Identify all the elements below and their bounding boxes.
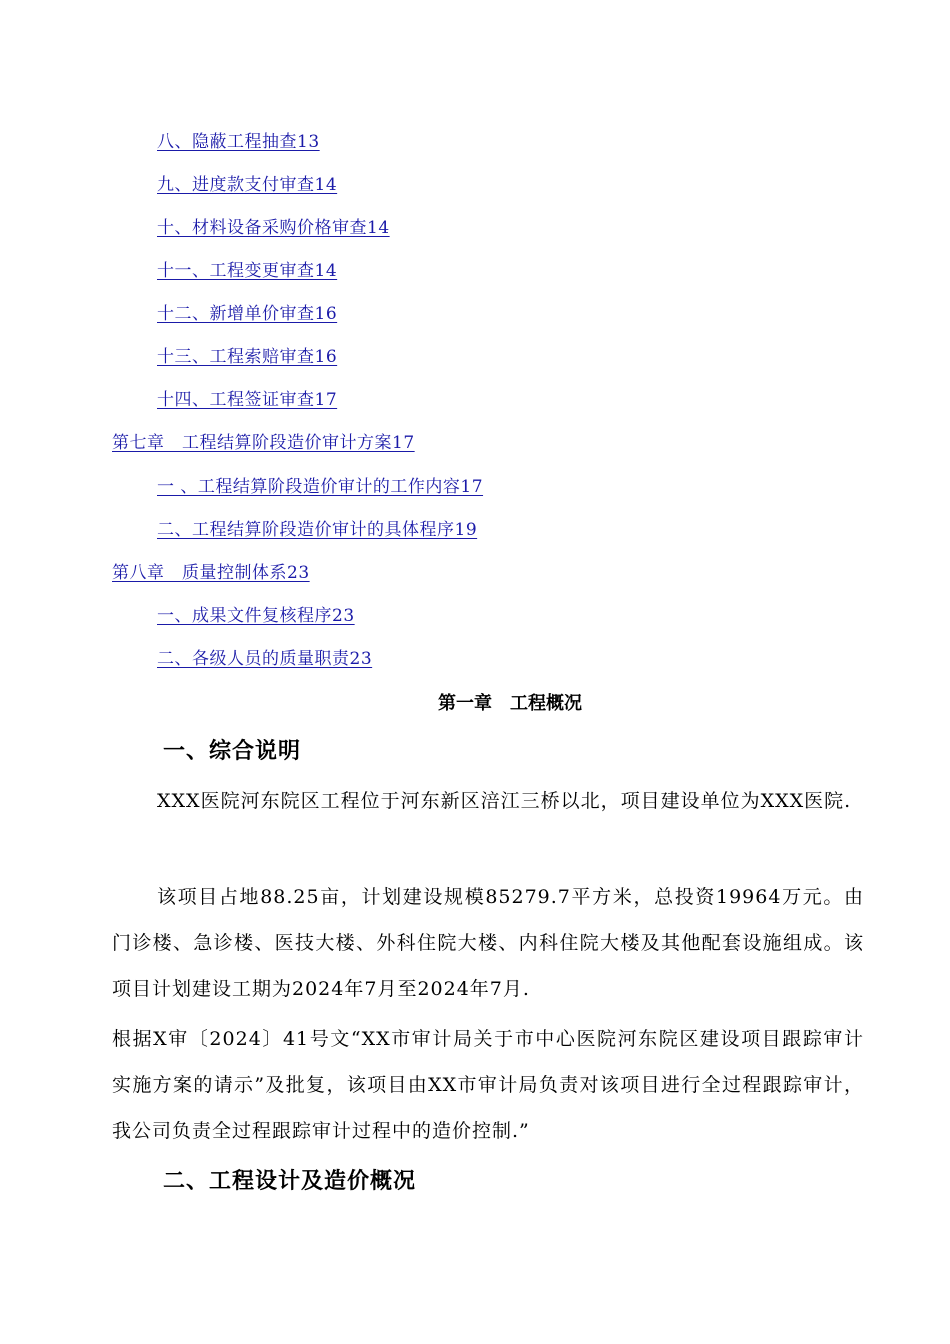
toc-item-new-unit-price[interactable]: 十二、新增单价审查16: [157, 304, 338, 324]
toc-item-chapter-7[interactable]: 第七章 工程结算阶段造价审计方案17: [112, 433, 415, 453]
toc-item-hidden-works[interactable]: 八、隐蔽工程抽查13: [157, 132, 320, 152]
chapter-title: 第一章 工程概况: [438, 693, 582, 714]
toc-item-claims[interactable]: 十三、工程索赔审查16: [157, 347, 338, 367]
toc-item-result-review[interactable]: 一、成果文件复核程序23: [157, 606, 355, 626]
section-heading-design-cost: 二、工程设计及造价概况: [163, 1169, 417, 1194]
paragraph-basis: 根据X审〔2024〕41号文“XX市审计局关于市中心医院河东院区建设项目跟踪审计实施方案的请示”及批复，该项目由XX市审计局负责对该项目进行全过程跟踪审计，我公司负责全过程跟踪审计过程中的造价控制.”: [112, 1028, 864, 1142]
toc-item-visa[interactable]: 十四、工程签证审查17: [157, 390, 338, 410]
section-heading-overview: 一、综合说明: [163, 739, 302, 764]
paragraph-scale: 该项目占地88.25亩，计划建设规模85279.7平方米，总投资19964万元。由门诊楼、急诊楼、医技大楼、外科住院大楼、内科住院大楼及其他配套设施组成。该项目计划建设工期为2024年7月至2024年7月.: [112, 886, 864, 1000]
toc-item-chapter-8[interactable]: 第八章 质量控制体系23: [112, 563, 310, 583]
toc-item-change-review[interactable]: 十一、工程变更审查14: [157, 261, 338, 281]
toc-item-material-price[interactable]: 十、材料设备采购价格审查14: [157, 218, 390, 238]
toc-item-progress-payment[interactable]: 九、进度款支付审查14: [157, 175, 338, 195]
toc-item-settlement-procedure[interactable]: 二、工程结算阶段造价审计的具体程序19: [157, 520, 478, 540]
paragraph-location: XXX医院河东院区工程位于河东新区涪江三桥以北，项目建设单位为XXX医院.: [157, 790, 852, 812]
toc-item-settlement-content[interactable]: 一 、工程结算阶段造价审计的工作内容17: [157, 477, 484, 497]
toc-item-quality-duties[interactable]: 二、各级人员的质量职责23: [157, 649, 373, 669]
